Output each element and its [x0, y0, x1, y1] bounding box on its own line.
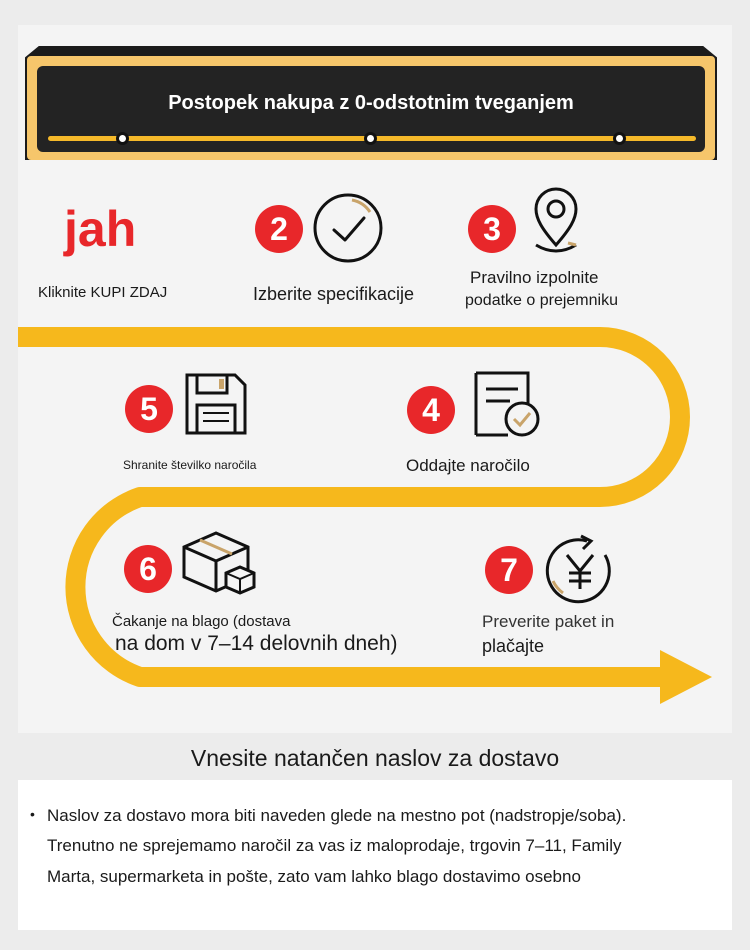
- step6-label-line1: Čakanje na blago (dostava: [112, 613, 291, 630]
- box-icon: [180, 529, 260, 599]
- step3-label-line1: Pravilno izpolnite: [470, 268, 599, 287]
- notice-line: Trenutno ne sprejemamo naročil za vas iz maloprodaje, trgovin 7–11, Family: [47, 836, 622, 855]
- step3-label-line2: podatke o prejemniku: [465, 292, 618, 309]
- step6-label-line2: na dom v 7–14 delovnih dneh): [115, 632, 398, 655]
- step5-number: 5: [125, 385, 173, 433]
- bullet-icon: •: [30, 806, 35, 822]
- banner-title: Postopek nakupa z 0-odstotnim tveganjem: [168, 92, 574, 114]
- step4-number: 4: [407, 386, 455, 434]
- floppy-disk-icon: [183, 371, 249, 437]
- location-pin-icon: [528, 187, 584, 257]
- brand-logo: jah: [64, 201, 137, 257]
- step7-label-line2: plačajte: [482, 636, 545, 656]
- step2-number: 2: [255, 205, 303, 253]
- step6-number: 6: [124, 545, 172, 593]
- section-title: Vnesite natančen naslov za dostavo: [190, 745, 560, 771]
- notice-line: Naslov za dostavo mora biti naveden glede na mestno pot (nadstropje/soba).: [47, 806, 627, 825]
- step4-label: Oddajte naročilo: [406, 456, 530, 475]
- step3-number: 3: [468, 205, 516, 253]
- yen-refresh-icon: [543, 533, 617, 607]
- check-circle-icon: [312, 192, 384, 264]
- step5-label: Shranite številko naročila: [123, 458, 257, 472]
- step1-label: Kliknite KUPI ZDAJ: [38, 284, 168, 301]
- step7-label-line1: Preverite paket in: [482, 612, 615, 631]
- document-check-icon: [470, 367, 542, 441]
- notice-line: Marta, supermarketa in pošte, zato vam lahko blago dostavimo osebno: [47, 867, 581, 886]
- step7-number: 7: [485, 546, 533, 594]
- road-arrow: [660, 650, 712, 704]
- step2-label: Izberite specifikacije: [253, 284, 415, 304]
